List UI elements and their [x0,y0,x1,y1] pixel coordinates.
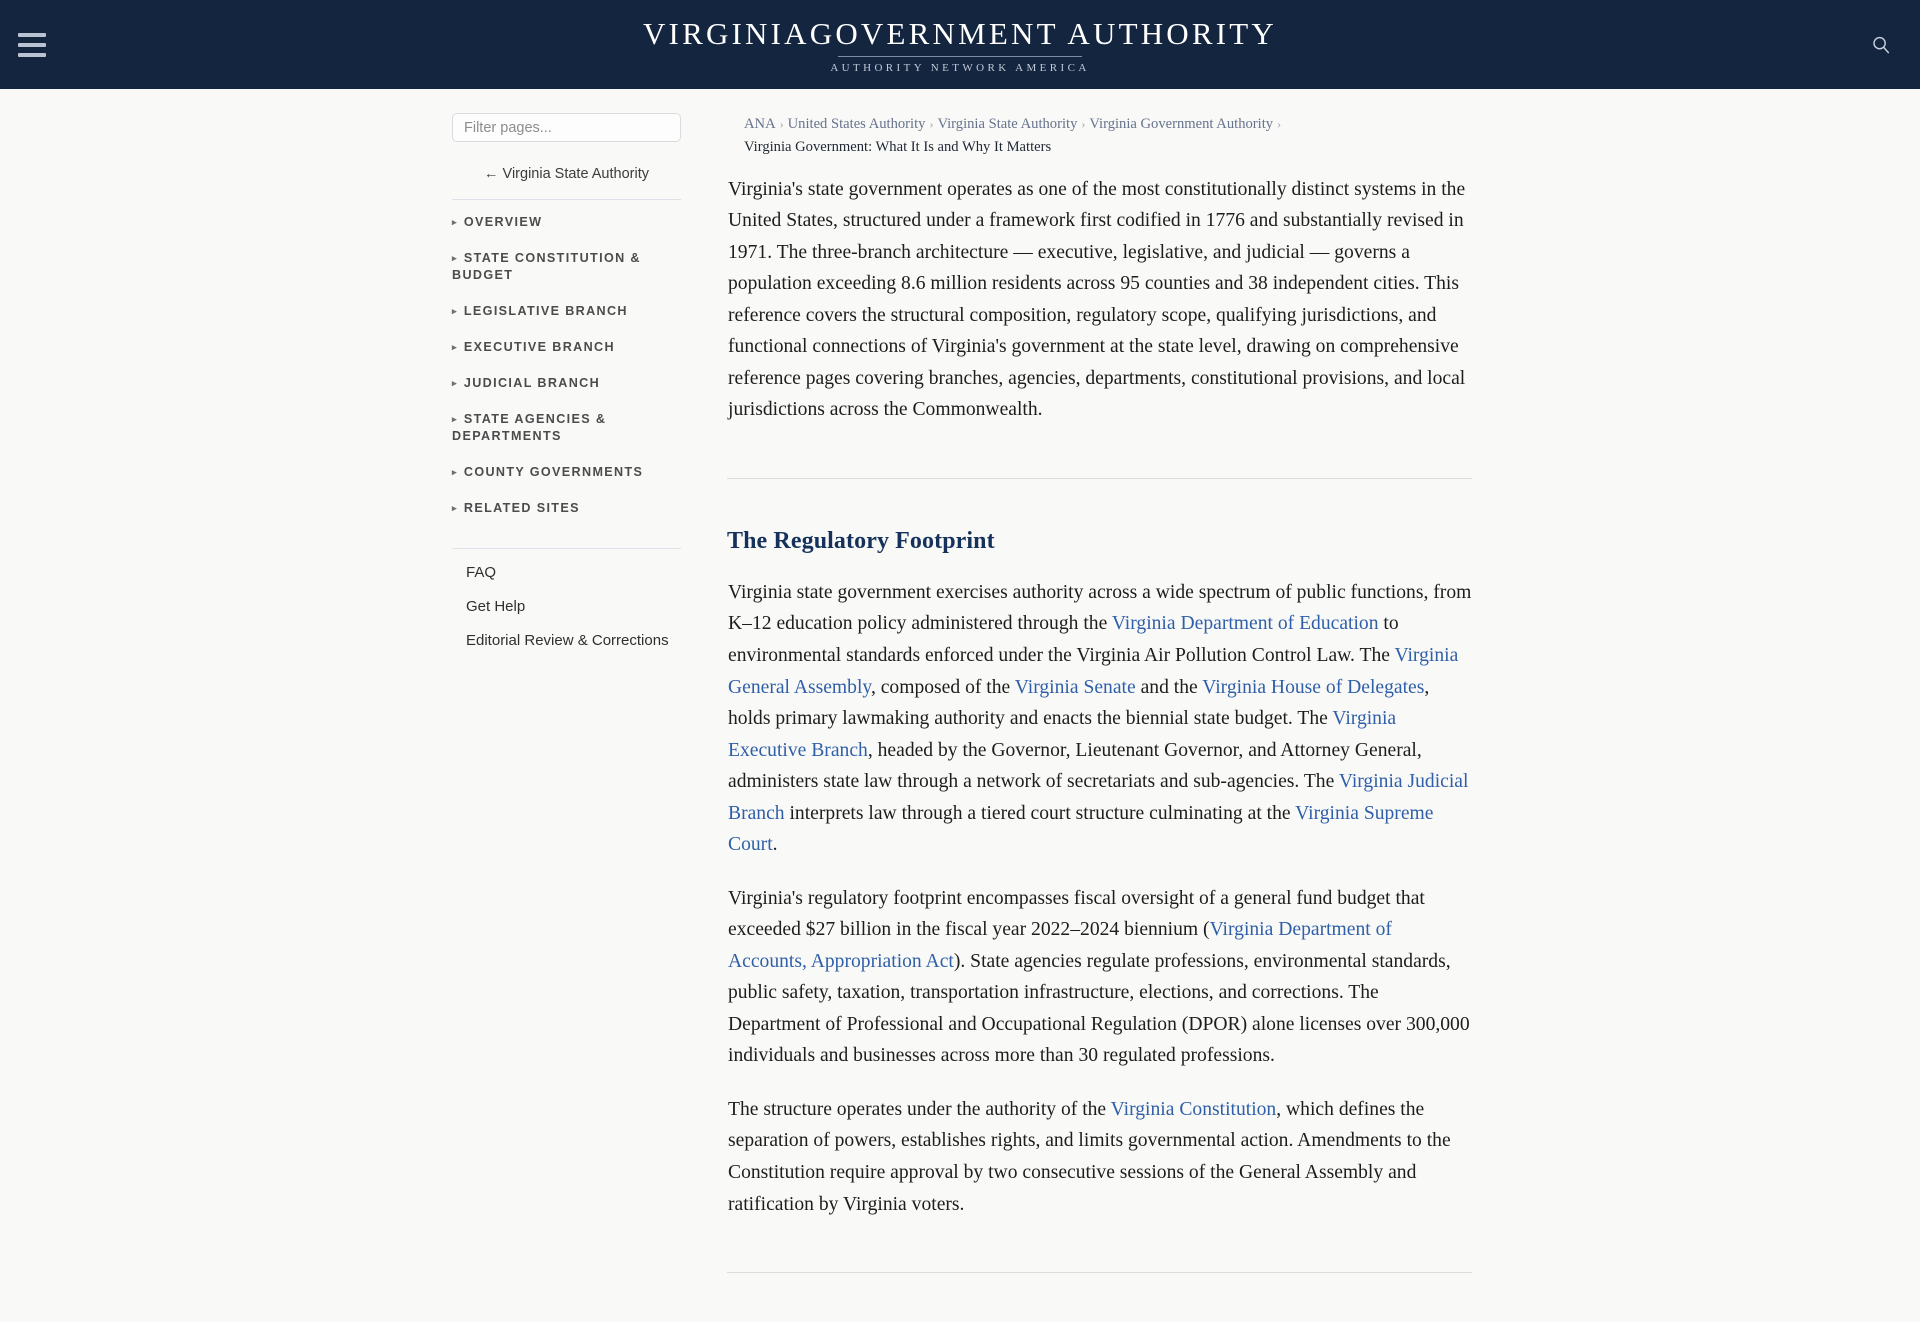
link-virginia-department-of-education[interactable]: Virginia Department of Education [1111,613,1379,635]
sidebar-item-legislative-branch[interactable] [452,289,681,325]
brand-divider [838,56,1082,57]
sidebar-item-label: EXECUTIVE BRANCH [463,340,615,354]
link-virginia-senate[interactable]: Virginia Senate [1014,676,1136,698]
content-divider-2 [727,1272,1472,1273]
sidebar-footer-links [452,549,681,650]
text-run: interprets law through a tiered court structure culminating at the [784,802,1296,824]
sidebar-item-label: OVERVIEW [463,215,543,229]
sidebar-item-county-governments[interactable] [452,450,681,486]
regulatory-paragraph-3 [727,1094,1472,1220]
chevron-right-icon: ▸ [452,502,458,513]
menu-bar-3 [18,53,46,57]
breadcrumb-current-page: Virginia Government: What It Is and Why It Matters [744,139,1052,156]
sidebar-item-judicial-branch[interactable] [452,361,681,397]
main-content [727,113,1472,1322]
intro-section [727,172,1472,426]
regulatory-paragraph-1 [727,577,1472,861]
footer-link-faq[interactable]: FAQ [466,564,497,581]
breadcrumb-separator: › [779,117,784,131]
text-run: Virginia state government exercises authority across a wide spectrum of public functions, from K–12 education policy administered through the [728,581,1472,635]
menu-bar-2 [18,43,46,47]
sidebar-item-related-sites[interactable] [452,486,681,522]
page-body [0,89,1920,1322]
regulatory-footprint-section [727,528,1472,1220]
text-run: Virginia's regulatory footprint encompasses fiscal oversight of a general fund budget that exceeded $27 billion in the fiscal year 2022–2024 biennium ( [728,887,1425,941]
chevron-right-icon: ▸ [452,216,458,227]
breadcrumb-separator: › [929,117,934,131]
sidebar [452,113,681,670]
link-virginia-executive-branch[interactable]: Virginia Executive Branch [728,708,1397,761]
search-icon[interactable] [1864,28,1898,62]
chevron-right-icon: ▸ [452,413,458,424]
chevron-right-icon: ▸ [452,252,458,263]
chevron-right-icon: ▸ [452,377,458,388]
breadcrumb-item-virginia-state-authority[interactable]: Virginia State Authority [937,116,1078,132]
footer-link-get-help[interactable]: Get Help [466,597,526,615]
sidebar-item-label: JUDICIAL BRANCH [463,376,601,390]
link-virginia-department-of-accounts[interactable]: Virginia Department of Accounts, Appropriation Act [728,919,1392,972]
text-run: . [772,834,778,856]
sidebar-item-overview[interactable] [452,200,681,236]
text-run: , which defines the separation of powers, establishes rights, and limits governmental action. Amendments to the Constitution require approval by two consecutive sessions of the General Assembly and ratification by Virginia voters. [728,1098,1451,1215]
sidebar-item-state-constitution-budget[interactable] [452,236,681,289]
text-run: , holds primary lawmaking authority and enacts the biennial state budget. The [728,676,1430,730]
sidebar-item-label: LEGISLATIVE BRANCH [463,304,628,318]
text-run: to environmental standards enforced under the Virginia Air Pollution Control Law. The [728,613,1399,666]
regulatory-paragraph-2 [727,883,1472,1072]
chevron-right-icon: ▸ [452,305,458,316]
text-run: ). State agencies regulate professions, environmental standards, public safety, taxation, transportation infrastructure, elections, and corrections. The Department of Professional and Occupational Regulation (DPOR) alone licenses over 300,000 individuals and businesses across more than 30 regulated professions. [728,950,1470,1067]
breadcrumb [727,113,1472,160]
sidebar-item-label: COUNTY GOVERNMENTS [463,465,644,479]
hamburger-menu-icon[interactable] [14,29,50,61]
text-run: , composed of the [870,676,1015,698]
chevron-right-icon: ▸ [452,466,458,477]
intro-paragraph: Virginia's state government operates as one of the most constitutionally distinct systems in the United States, structured under a framework first codified in 1776 and substantially revised in 1971. The three-branch architecture — executive, legislative, and judicial — governs a population exceeding 8.6 million residents across 95 counties and 38 independent cities. This reference covers the structural composition, regulatory scope, qualifying jurisdictions, and functional connections of Virginia's government at the state level, drawing on comprehensive reference pages covering branches, agencies, departments, constitutional provisions, and local jurisdictions across the Commonwealth. [728,178,1466,421]
text-run: The structure operates under the authority of the [728,1098,1111,1120]
link-virginia-general-assembly[interactable]: Virginia General Assembly [728,645,1459,698]
site-header [0,0,1920,89]
content-divider-1 [727,478,1472,479]
breadcrumb-item-united-states-authority[interactable]: United States Authority [787,116,926,132]
footer-link-editorial-review[interactable]: Editorial Review & Corrections [466,631,669,649]
link-virginia-judicial-branch[interactable]: Virginia Judicial Branch [728,771,1469,824]
breadcrumb-separator: › [1277,117,1282,131]
breadcrumb-item-ana[interactable]: ANA [744,116,776,132]
site-subtitle: AUTHORITY NETWORK AMERICA [830,61,1090,74]
site-title: VIRGINIAGOVERNMENT AUTHORITY [642,15,1278,51]
sidebar-nav-list [452,200,681,522]
page-title: The Regulatory Footprint [727,527,995,554]
text-run: , headed by the Governor, Lieutenant Governor, and Attorney General, administers state law through a network of secretariats and sub-agencies. The [728,739,1422,793]
text-run: and the [1135,676,1203,698]
sidebar-item-label: STATE AGENCIES & DEPARTMENTS [452,412,607,443]
sidebar-item-label: RELATED SITES [463,501,580,515]
breadcrumb-separator: › [1081,117,1086,131]
breadcrumb-item-virginia-government-authority[interactable]: Virginia Government Authority [1089,116,1274,132]
chevron-right-icon: ▸ [452,341,458,352]
back-to-parent-link[interactable]: ← Virginia State Authority [484,166,649,182]
menu-bar-1 [18,33,46,37]
sidebar-item-label: STATE CONSTITUTION & BUDGET [452,251,641,282]
link-virginia-supreme-court[interactable]: Virginia Supreme Court [728,802,1434,856]
site-branding [642,15,1278,74]
filter-pages-input[interactable] [452,113,681,142]
link-virginia-house-of-delegates[interactable]: Virginia House of Delegates [1202,676,1425,698]
sidebar-item-executive-branch[interactable] [452,325,681,361]
sidebar-item-state-agencies-departments[interactable] [452,397,681,450]
link-virginia-constitution[interactable]: Virginia Constitution [1110,1098,1277,1120]
